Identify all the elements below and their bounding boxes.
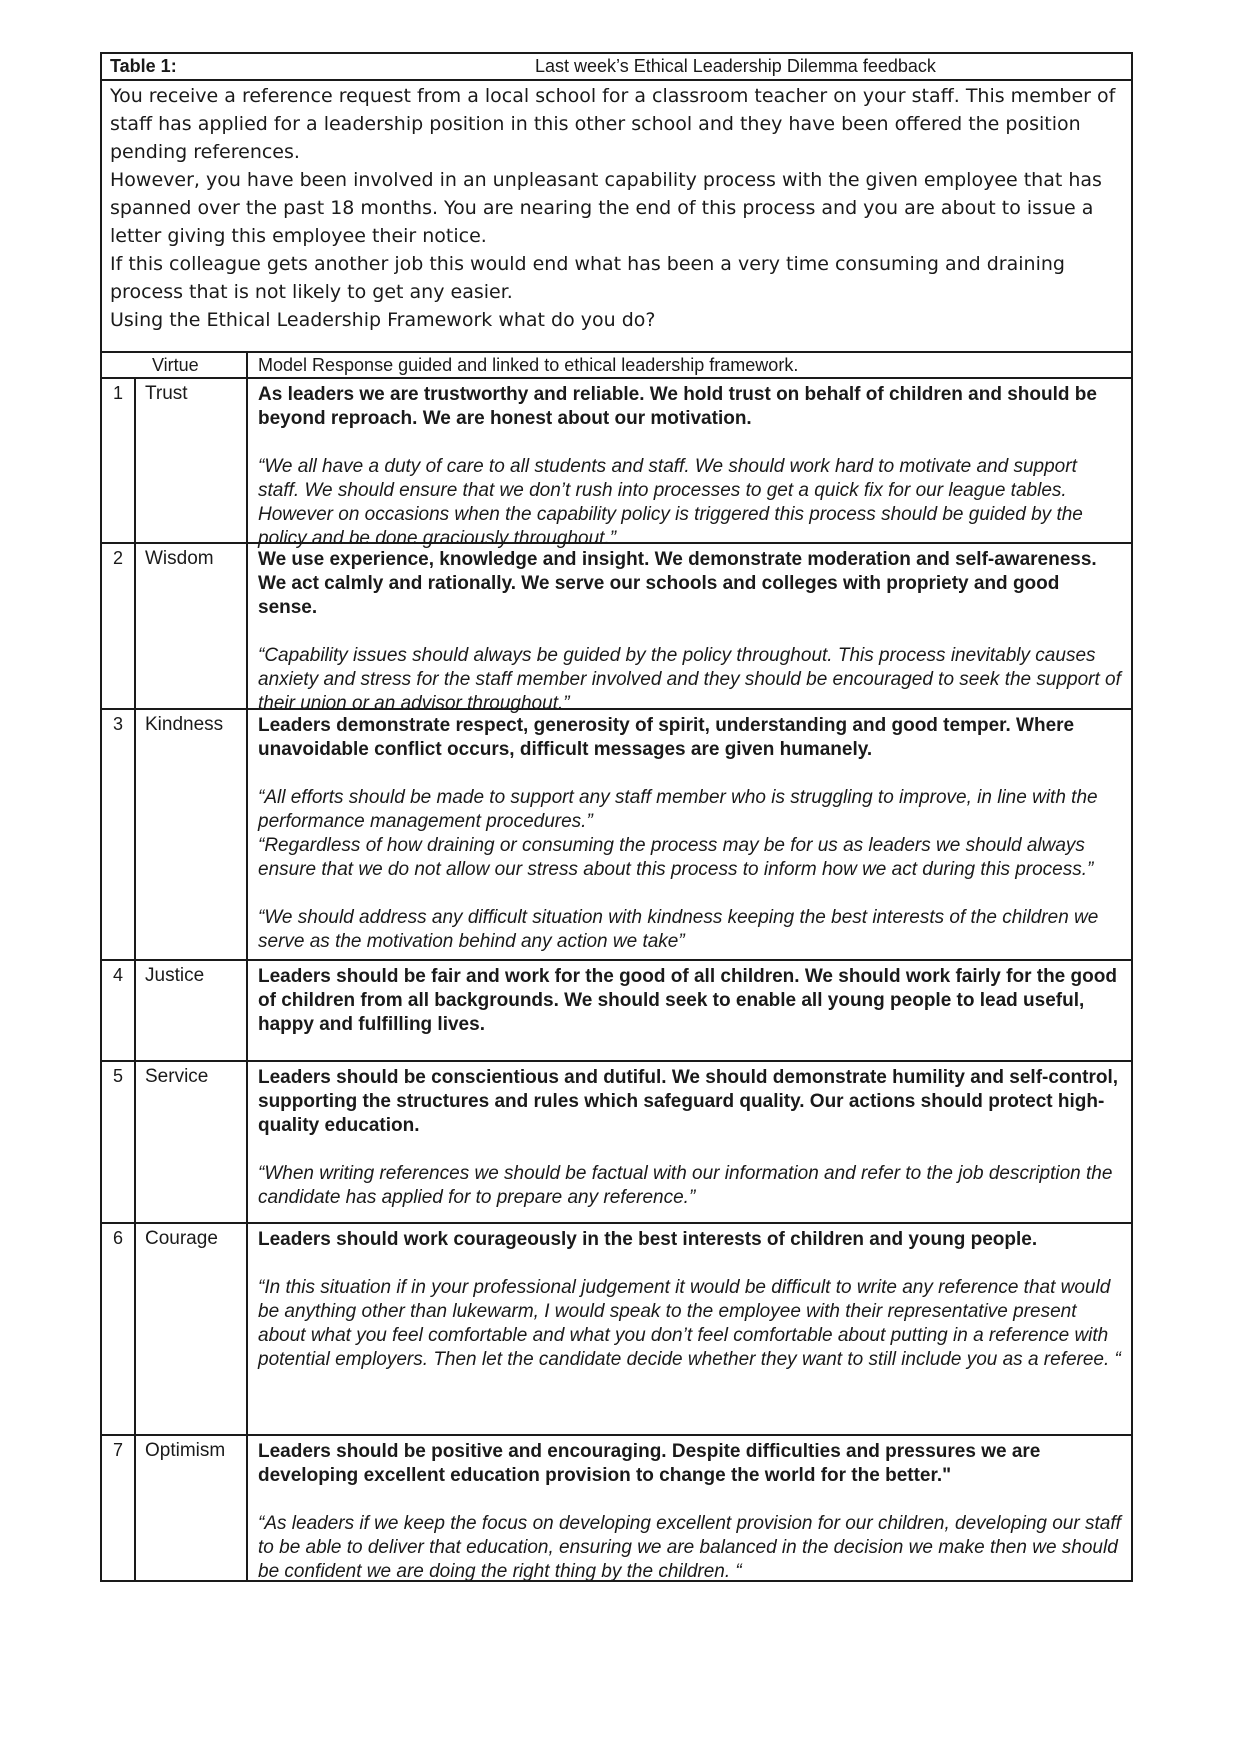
row-number: 2 (102, 544, 136, 708)
model-column-header: Model Response guided and linked to ethical leadership framework. (258, 354, 799, 375)
row-number: 1 (102, 379, 136, 542)
virtue-statement: Leaders should be fair and work for the good of all children. We should work fairly for the good of children from all backgrounds. We should seek to enable all young people to lead useful, happy and fulfilling lives. (258, 966, 1117, 1035)
model-response (248, 544, 1131, 714)
table-row (102, 710, 1131, 961)
feedback-table (100, 52, 1133, 1582)
virtue-statement: Leaders demonstrate respect, generosity of spirit, understanding and good temper. Where unavoidable conflict occurs, difficult messages are given humanely. (258, 715, 1075, 760)
model-quote: “Capability issues should always be guided by the policy throughout. This process inevitably causes anxiety and stress for the staff member involved and they should be encouraged to seek the support of their union or an advisor throughout.” (258, 645, 1121, 714)
scenario-text (102, 81, 1131, 353)
table-title: Last week’s Ethical Leadership Dilemma feedback (535, 56, 936, 76)
model-quote: “Regardless of how draining or consuming the process may be for us as leaders we should always ensure that we do not allow our stress about this process to inform how we act during this process.” (258, 835, 1094, 880)
virtue-statement: Leaders should be conscientious and dutiful. We should demonstrate humility and self-control, supporting the structures and rules which safeguard quality. Our actions should protect high-quality education. (258, 1067, 1119, 1136)
table-row (102, 544, 1131, 714)
virtue-statement: Leaders should be positive and encouraging. Despite difficulties and pressures we are developing excellent education provision to change the world for the better." (258, 1441, 1041, 1486)
model-quote: “All efforts should be made to support any staff member who is struggling to improve, in line with the performance management procedures.” (258, 787, 1098, 832)
virtue-name: Kindness (136, 710, 248, 959)
scenario-paragraph: Using the Ethical Leadership Framework what do you do? (110, 309, 656, 331)
virtue-statement: We use experience, knowledge and insight. We demonstrate moderation and self-awareness. We act calmly and rationally. We serve our schools and colleges with propriety and good sense. (258, 549, 1097, 618)
table-title-row (102, 54, 1131, 81)
model-response (248, 1224, 1131, 1434)
virtue-name: Trust (136, 379, 248, 542)
table-row (102, 1062, 1131, 1224)
model-response (248, 710, 1131, 959)
column-header-row (102, 353, 1131, 379)
virtue-name: Wisdom (136, 544, 248, 708)
model-response (248, 961, 1131, 1060)
scenario-paragraph: However, you have been involved in an unpleasant capability process with the given employee that has spanned over the past 18 months. You are nearing the end of this process and you are about to issue a letter giving this employee their notice. (110, 169, 1102, 247)
table-label: Table 1: (110, 56, 177, 76)
model-quote: “When writing references we should be factual with our information and refer to the job description the candidate has applied for to prepare any reference.” (258, 1163, 1113, 1208)
row-number: 4 (102, 961, 136, 1060)
model-quote: “As leaders if we keep the focus on developing excellent provision for our children, developing our staff to be able to deliver that education, ensuring we are balanced in the decision we make then we should be confident we are doing the right thing by the children. “ (258, 1513, 1121, 1582)
row-number: 7 (102, 1436, 136, 1580)
model-response (248, 1436, 1131, 1580)
virtue-name: Service (136, 1062, 248, 1222)
virtue-name: Justice (136, 961, 248, 1060)
model-quote: “We should address any difficult situation with kindness keeping the best interests of the children we serve as the motivation behind any action we take” (258, 907, 1099, 952)
table-row (102, 1224, 1131, 1436)
scenario-paragraph: You receive a reference request from a local school for a classroom teacher on your staff. This member of staff has applied for a leadership position in this other school and they have been offered the position pending references. (110, 85, 1116, 163)
virtue-name: Optimism (136, 1436, 248, 1580)
virtue-column-header: Virtue (102, 353, 248, 377)
row-number: 6 (102, 1224, 136, 1434)
table-row (102, 379, 1131, 549)
table-row (102, 1436, 1131, 1580)
scenario-paragraph: If this colleague gets another job this would end what has been a very time consuming and draining process that is not likely to get any easier. (110, 253, 1065, 303)
virtue-statement: Leaders should work courageously in the best interests of children and young people. (258, 1229, 1038, 1250)
table-row (102, 961, 1131, 1062)
row-number: 5 (102, 1062, 136, 1222)
row-number: 3 (102, 710, 136, 959)
virtue-statement: As leaders we are trustworthy and reliable. We hold trust on behalf of children and should be beyond reproach. We are honest about our motivation. (258, 384, 1097, 429)
model-response (248, 379, 1131, 549)
model-quote: “We all have a duty of care to all students and staff. We should work hard to motivate and support staff. We should ensure that we don’t rush into processes to get a quick fix for our league tables. However on occasions when the capability policy is triggered this process should be guided by the policy and be done graciously throughout.” (258, 456, 1083, 549)
virtue-name: Courage (136, 1224, 248, 1434)
model-response (248, 1062, 1131, 1222)
model-quote: “In this situation if in your professional judgement it would be difficult to write any reference that would be anything other than lukewarm, I would speak to the employee with their representative present about what you feel comfortable and what you don’t feel comfortable about putting in a reference with potential employers. Then let the candidate decide whether they want to still include you as a referee. “ (258, 1277, 1121, 1370)
